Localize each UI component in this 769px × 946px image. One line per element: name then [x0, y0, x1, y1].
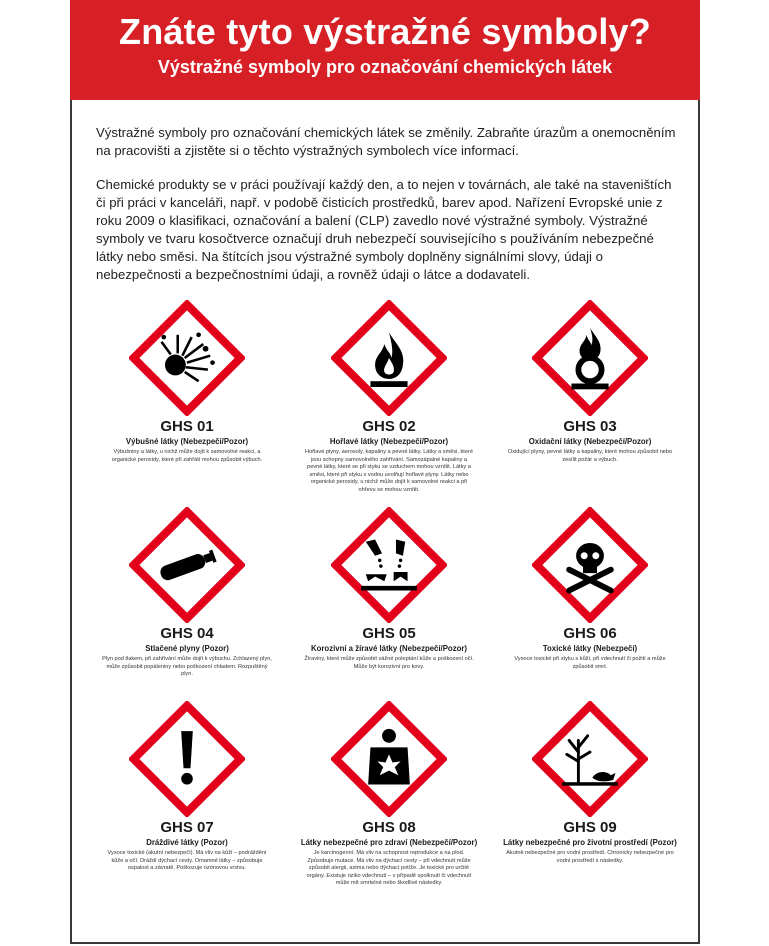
ghs-card-07 — [87, 701, 287, 873]
intro-text — [96, 124, 676, 300]
exclamation-mark-icon — [129, 701, 245, 817]
exploding-bomb-icon — [129, 300, 245, 416]
ghs-card-02 — [289, 300, 489, 495]
ghs-code: GHS 02 — [362, 418, 416, 435]
ghs-name: Látky nebezpečné pro zdraví (Nebezpečí/Pozor) — [300, 838, 478, 847]
ghs-code: GHS 03 — [563, 418, 617, 435]
ghs-name: Hořlavé látky (Nebezpečí/Pozor) — [329, 437, 449, 446]
ghs-name: Výbušné látky (Nebezpečí/Pozor) — [125, 437, 249, 446]
ghs-code: GHS 09 — [563, 819, 617, 836]
ghs-code: GHS 06 — [563, 625, 617, 642]
ghs-name: Korozivní a žíravé látky (Nebezpečí/Pozor) — [311, 644, 467, 653]
ghs-description: Výbušniny a látky, u nichž může dojít k samovolné reakci, a organické peroxidy, které při zahřátí mohou způsobit výbuch. — [111, 449, 263, 463]
ghs-description: Oxidující plyny, pevné látky a kapaliny, které mohou způsobit nebo zesílit požár a výbuch. — [507, 449, 673, 463]
health-hazard-icon — [331, 701, 447, 817]
ghs-name: Stlačené plyny (Pozor) — [145, 644, 229, 653]
ghs-card-03 — [490, 300, 690, 464]
ghs-description: Plyn pod tlakem, při zahřívání může dojít k výbuchu. Zchlazený plyn, může způsobit popáleniny nebo poškození chladem. Rozpuštěný plyn. — [102, 656, 272, 678]
ghs-card-06 — [490, 507, 690, 671]
ghs-description: Vysoce toxické (akutní nebezpečí). Má vliv na kůži – podráždění kůže a očí. Dráždí dýchací cesty. Omamné látky – způsobuje ospalost a závratě. Poškozuje ozónovou vrstvu. — [107, 850, 267, 872]
ghs-description: Je karcinogenní. Má vliv na schopnost reprodukce a na plod. Způsobuje mutace. Má vliv na dýchací cesty – při vdechnutí může způsobit alergii, astma nebo dýchací potíže. Je toxické pro určité orgány. Existuje riziko vdechnutí – v případě spolknutí či vdechnutí může mít smrtelné nebo škodlivé následky. — [306, 850, 472, 887]
environment-icon — [532, 701, 648, 817]
ghs-name: Toxické látky (Nebezpečí) — [542, 644, 638, 653]
gas-cylinder-icon — [129, 507, 245, 623]
ghs-description: Vysoce toxické při styku s kůží, při vdechnutí či požití a může způsobit smrt. — [514, 656, 666, 670]
ghs-code: GHS 08 — [362, 819, 416, 836]
ghs-description: Akutně nebezpečné pro vodní prostředí. Chronicky nebezpečné pro vodní prostředí s následky. — [506, 850, 674, 864]
ghs-card-09 — [490, 701, 690, 865]
ghs-card-05 — [289, 507, 489, 671]
ghs-name: Látky nebezpečné pro životní prostředí (Pozor) — [503, 838, 677, 847]
flame-icon — [331, 300, 447, 416]
ghs-description: Žíraviny, které může způsobit vážné poleptání kůže a poškození očí. Může být korozivní pro kovy. — [304, 656, 474, 670]
flame-over-circle-icon — [532, 300, 648, 416]
ghs-card-04 — [87, 507, 287, 679]
ghs-card-08 — [289, 701, 489, 888]
skull-crossbones-icon — [532, 507, 648, 623]
ghs-code: GHS 07 — [160, 819, 214, 836]
ghs-code: GHS 01 — [160, 418, 214, 435]
ghs-name: Oxidační látky (Nebezpečí/Pozor) — [528, 437, 652, 446]
intro-paragraph-1: Výstražné symboly pro označování chemických látek se změnily. Zabraňte úrazům a onemocněním na pracovišti a zjistěte si o těchto výstražných symbolech více informací. — [96, 125, 676, 158]
ghs-description: Hořlavé plyny, aerosoly, kapaliny a pevné látky. Látky a směsi, které jsou schopny samovolného zahřívání. Samozápalné kapaliny a pevné látky, které se při styku se vzduchem mohou vznítit. Látky a směsi, které při styku s vodou uvolňují hořlavé plyny. Látky nebo organické peroxidy, u nichž může dojít k samovolné reakci a při ohřevu se mohou vznítit. — [305, 449, 473, 493]
corrosion-icon — [331, 507, 447, 623]
ghs-code: GHS 05 — [362, 625, 416, 642]
ghs-code: GHS 04 — [160, 625, 214, 642]
intro-paragraph-2: Chemické produkty se v práci používají každý den, a to nejen v továrnách, ale také na staveništích či při práci v kanceláři, např. v podobě čisticích prostředků, barev apod. Nařízení Evropské unie z roku 2009 o klasifikaci, označování a balení (CLP) zavedlo nové výstražné symboly. Výstražné symboly ve tvaru kosočtverce označují druh nebezpečí souvisejícího s používáním nebezpečné látky nebo směsi. Na štítcích jsou výstražné symboly doplněny signálními slovy, údaji o nebezpečnosti a bezpečnostními údaji, a rovněž údaji o látce a dodavateli. — [96, 177, 672, 282]
ghs-card-01 — [87, 300, 287, 464]
header-banner — [70, 0, 700, 100]
page-subtitle: Výstražné symboly pro označování chemických látek — [157, 57, 613, 77]
page-title: Znáte tyto výstražné symboly? — [119, 11, 651, 52]
ghs-name: Dráždivé látky (Pozor) — [146, 838, 228, 847]
